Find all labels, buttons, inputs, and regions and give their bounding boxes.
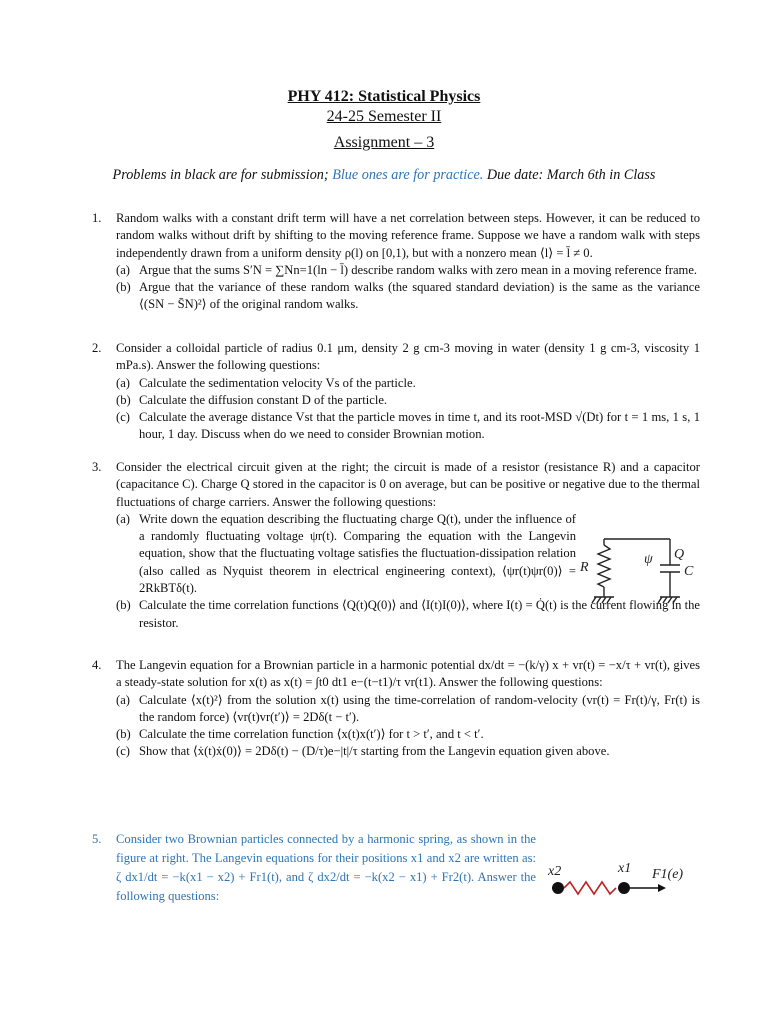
assignment-title: Assignment – 3 bbox=[333, 134, 435, 151]
part-label: (b) bbox=[116, 280, 131, 295]
problem-stem: Consider the electrical circuit given at the right; the circuit is made of a resistor (resistance R) and a capacitor (capacitance C). Charge Q stored in the capacitor is 0 on average, but can be positive or negative due to the thermal fluctuations of charge carriers. Answer the following questions: bbox=[116, 460, 700, 509]
part-text: Write down the equation describing the fluctuating charge Q(t), under the influence of a randomly fluctuating voltage ψr(t). Comparing the equation with the Langevin equation, show that the fluctuating voltage satisfies the fluctuation-dissipation relation (also called as Nyquist theorem in electrical engineering context), ⟨ψr(t)ψr(0)⟩ = 2RkBTδ(t). bbox=[139, 511, 576, 596]
part-label: (a) bbox=[116, 692, 130, 707]
charge-label: Q bbox=[674, 547, 685, 562]
part-label: (c) bbox=[116, 744, 130, 759]
psi-label: ψ bbox=[644, 552, 653, 567]
part-label: (a) bbox=[116, 375, 130, 390]
spring-particles-figure bbox=[540, 858, 710, 908]
rc-circuit-figure bbox=[574, 527, 694, 609]
problem-number: 3. bbox=[92, 460, 102, 474]
instructions bbox=[0, 167, 768, 184]
resistor-label: R bbox=[580, 560, 589, 575]
x2-label: x2 bbox=[548, 864, 562, 879]
part-text: Argue that the sums S′N = ∑Nn=1(ln − l̄) describe random walks with zero mean in a moving reference frame. bbox=[139, 262, 698, 277]
problem-stem: Consider a colloidal particle of radius 0.1 μm, density 2 g cm-3 moving in water (density 1 g cm-3, viscosity 1 mPa.s). Answer the following questions: bbox=[116, 341, 700, 373]
problem-part bbox=[116, 409, 700, 444]
problem-part bbox=[116, 511, 576, 597]
part-label: (b) bbox=[116, 392, 131, 407]
problem-part bbox=[116, 375, 700, 392]
problem-number: 5. bbox=[92, 832, 102, 846]
problem-1 bbox=[92, 210, 700, 314]
instructions-black: Problems in black are for submission; bbox=[112, 167, 329, 183]
part-text: Calculate the average distance Vst that the particle moves in time t, and its root-MSD √(Dt) for t = 1 ms, 1 s, 1 hour, 1 day. Discuss when do we need to consider Brownian motion. bbox=[139, 410, 700, 442]
problem-number: 4. bbox=[92, 658, 102, 672]
problem-part bbox=[116, 726, 700, 743]
part-label: (b) bbox=[116, 598, 131, 613]
problem-stem: Consider two Brownian particles connected by a harmonic spring, as shown in the figure at right. The Langevin equations for their positions x1 and x2 are written as: ζ dx1/dt = −k(x1 − x2) + Fr1(t), and ζ dx2/dt = −k(x2 − x1) + Fr2(t). Answer the following questions: bbox=[116, 832, 536, 903]
part-text: Show that ⟨ẋ(t)ẋ(0)⟩ = 2Dδ(t) − (D/τ)e−|t|/τ starting from the Langevin equation given above. bbox=[139, 744, 610, 759]
problem-part bbox=[116, 392, 700, 409]
instructions-due: Due date: March 6th in Class bbox=[486, 167, 656, 183]
course-title: PHY 412: Statistical Physics bbox=[287, 88, 481, 105]
part-text: Calculate the sedimentation velocity Vs of the particle. bbox=[139, 375, 416, 390]
capacitor-label: C bbox=[684, 564, 694, 579]
problem-part bbox=[116, 743, 700, 760]
part-text: Calculate the time correlation functions ⟨Q(t)Q(0)⟩ and ⟨I(t)I(0)⟩, where I(t) = Q̇(t) is the current flowing in the resistor. bbox=[139, 598, 700, 630]
part-text: Calculate the time correlation function ⟨x(t)x(t′)⟩ for t > t′, and t < t′. bbox=[139, 727, 484, 742]
problem-2 bbox=[92, 340, 700, 444]
arrow-head-icon bbox=[658, 884, 666, 892]
problem-stem: Random walks with a constant drift term will have a net correlation between steps. However, it can be reduced to random walks without drift by shifting to the moving reference frame. Suppose we have a random walk with steps independently drawn from a uniform density ρ(l) on [0,1), but with a nonzero mean ⟨l⟩ = l̄ ≠ 0. bbox=[116, 211, 700, 260]
particle-1-icon bbox=[618, 882, 630, 894]
part-label: (b) bbox=[116, 727, 131, 742]
force-label: F1(e) bbox=[652, 867, 684, 882]
problem-number: 2. bbox=[92, 341, 102, 355]
problem-part bbox=[116, 262, 700, 279]
problem-part bbox=[116, 692, 700, 727]
problem-part bbox=[116, 279, 700, 314]
part-label: (a) bbox=[116, 262, 130, 277]
x1-label: x1 bbox=[618, 861, 632, 876]
problem-stem: The Langevin equation for a Brownian particle in a harmonic potential dx/dt = −(k/γ) x + vr(t) = −x/τ + vr(t), gives a steady-state solution for x(t) as x(t) = ∫t0 dt1 e−(t−t1)/τ vr(t1). Answer the following questions: bbox=[116, 658, 700, 690]
semester: 24-25 Semester II bbox=[326, 108, 442, 125]
problem-number: 1. bbox=[92, 211, 102, 225]
part-text: Calculate ⟨x(t)²⟩ from the solution x(t) using the time-correlation of random-velocity (vr(t) = Fr(t)/γ, Fr(t) is the random force) ⟨vr(t)vr(t′)⟩ = 2Dδ(t − t′). bbox=[139, 692, 700, 724]
particle-2-icon bbox=[552, 882, 564, 894]
spring-icon bbox=[564, 882, 616, 894]
problem-4 bbox=[92, 657, 700, 761]
part-label: (a) bbox=[116, 511, 130, 526]
part-text: Calculate the diffusion constant D of the particle. bbox=[139, 392, 388, 407]
part-text: Argue that the variance of these random walks (the squared standard deviation) is the same as the variance ⟨(SN − S̄N)²⟩ of the original random walks. bbox=[139, 280, 700, 312]
instructions-blue: Blue ones are for practice. bbox=[332, 167, 484, 183]
part-label: (c) bbox=[116, 410, 130, 425]
